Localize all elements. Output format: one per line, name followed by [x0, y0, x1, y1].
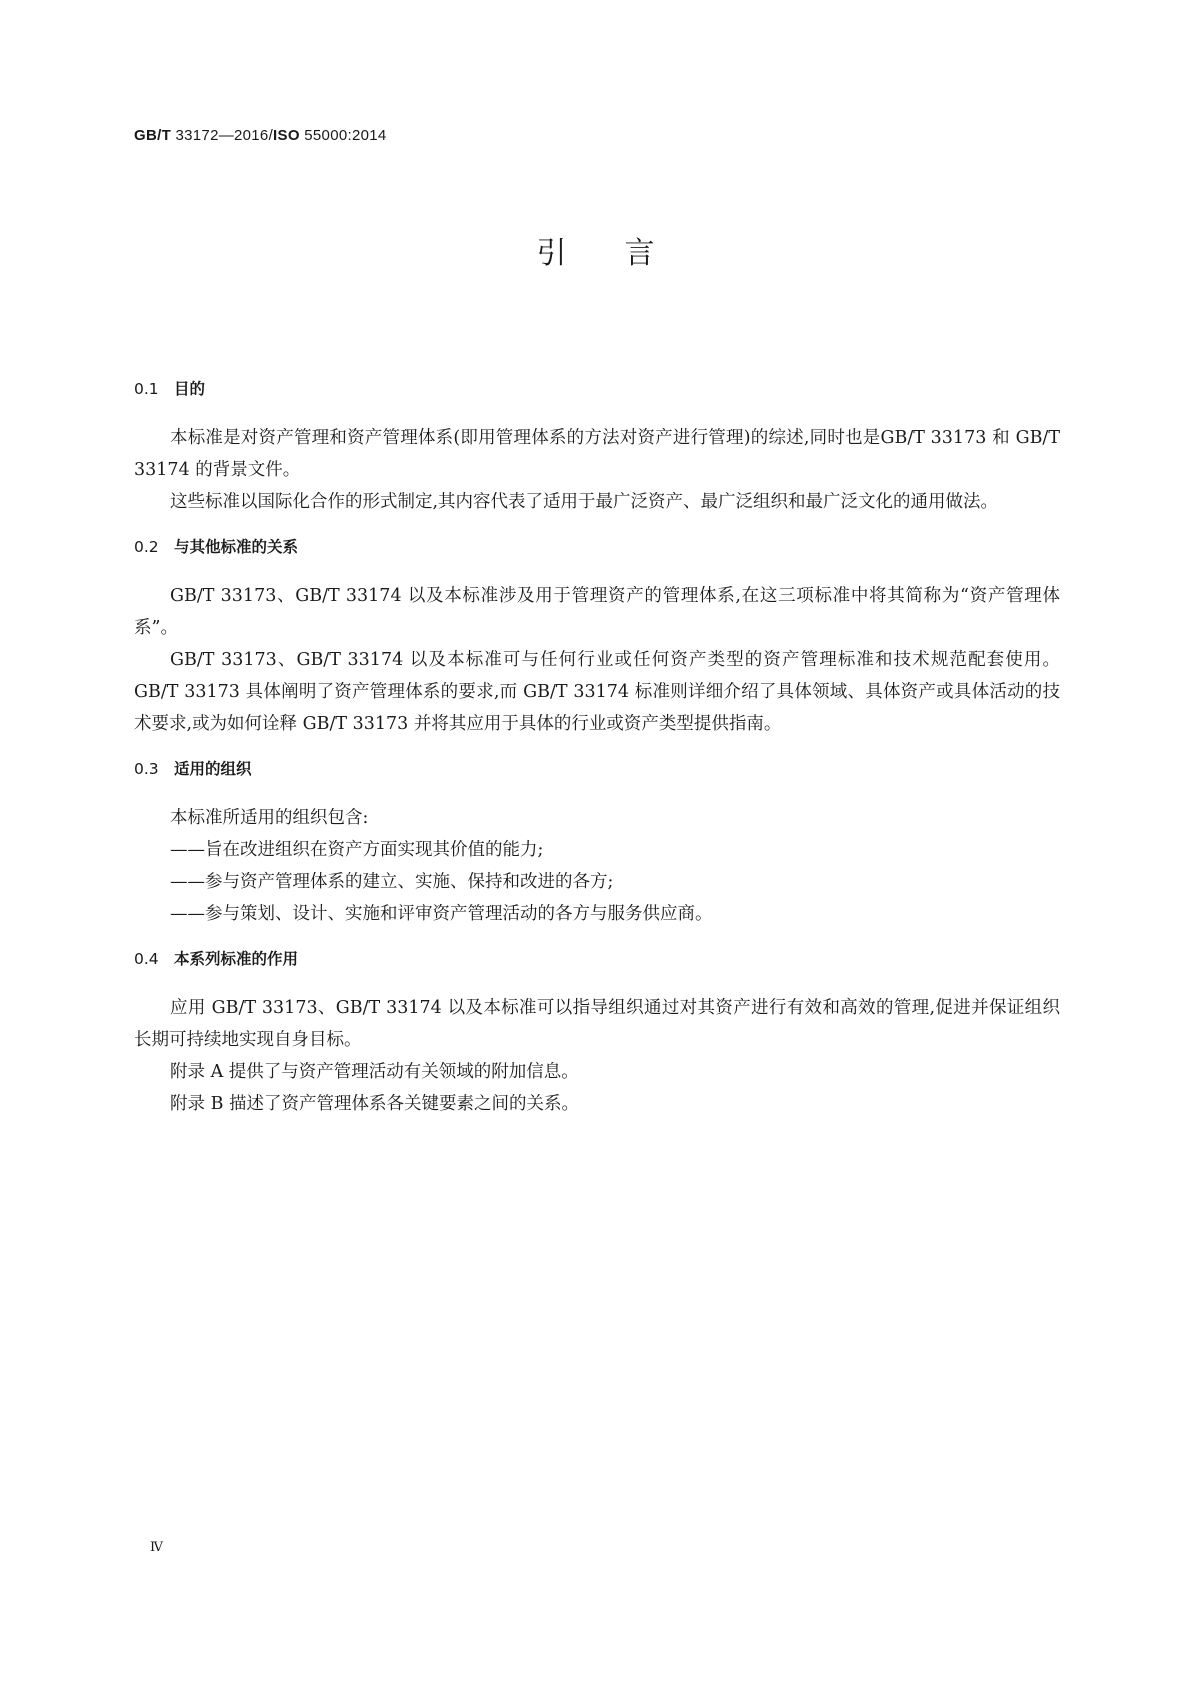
document-body — [134, 372, 1060, 1120]
paragraph: 附录 A 提供了与资产管理活动有关领域的附加信息。 — [170, 1062, 579, 1082]
page-title: 引言 — [536, 236, 713, 271]
section-heading — [134, 372, 1060, 406]
list-item: ——参与资产管理体系的建立、实施、保持和改进的各方; — [170, 872, 614, 892]
paragraph: 附录 B 描述了资产管理体系各关键要素之间的关系。 — [170, 1094, 579, 1114]
section-number: 0.3 — [134, 760, 159, 778]
paragraph: GB/T 33173、GB/T 33174 以及本标准涉及用于管理资产的管理体系,在这三项标准中将其简称为“资产管理体系”。 — [134, 586, 1060, 638]
section-title: 目的 — [174, 380, 206, 398]
paragraph: 本标准所适用的组织包含: — [170, 808, 369, 828]
section-number: 0.1 — [134, 380, 159, 398]
section-heading — [134, 942, 1060, 976]
section-number: 0.4 — [134, 950, 159, 968]
section-title: 与其他标准的关系 — [174, 538, 299, 556]
standard-number-iso: 55000:2014 — [299, 127, 387, 144]
section-number: 0.2 — [134, 538, 159, 556]
section-relation-to-other-standards — [134, 530, 1060, 740]
standard-designation — [134, 127, 387, 144]
section-role-of-series — [134, 942, 1060, 1120]
page-number: Ⅳ — [150, 1540, 163, 1555]
paragraph: 本标准是对资产管理和资产管理体系(即用管理体系的方法对资产进行管理)的综述,同时也是GB/T 33173 和 GB/T 33174 的背景文件。 — [134, 428, 1060, 480]
section-title: 本系列标准的作用 — [174, 950, 299, 968]
standard-number-gbt: 33172—2016/ — [171, 127, 274, 144]
standard-prefix-gbt: GB/T — [134, 127, 172, 144]
list-item: ——旨在改进组织在资产方面实现其价值的能力; — [170, 840, 544, 860]
list-item: ——参与策划、设计、实施和评审资产管理活动的各方与服务供应商。 — [170, 904, 713, 924]
section-applicable-organizations — [134, 752, 1060, 930]
section-title: 适用的组织 — [174, 760, 252, 778]
paragraph: 这些标准以国际化合作的形式制定,其内容代表了适用于最广泛资产、最广泛组织和最广泛文化的通用做法。 — [170, 492, 999, 512]
section-purpose — [134, 372, 1060, 518]
section-heading — [134, 530, 1060, 564]
paragraph: GB/T 33173、GB/T 33174 以及本标准可与任何行业或任何资产类型的资产管理标准和技术规范配套使用。GB/T 33173 具体阐明了资产管理体系的要求,而 GB/T 33174 标准则详细介绍了具体领域、具体资产或具体活动的技术要求,或为如何诠释 GB/T 33173 并将其应用于具体的行业或资产类型提供指南。 — [134, 650, 1060, 734]
paragraph: 应用 GB/T 33173、GB/T 33174 以及本标准可以指导组织通过对其资产进行有效和高效的管理,促进并保证组织长期可持续地实现自身目标。 — [134, 998, 1060, 1050]
section-heading — [134, 752, 1060, 786]
standard-prefix-iso: ISO — [273, 127, 300, 144]
